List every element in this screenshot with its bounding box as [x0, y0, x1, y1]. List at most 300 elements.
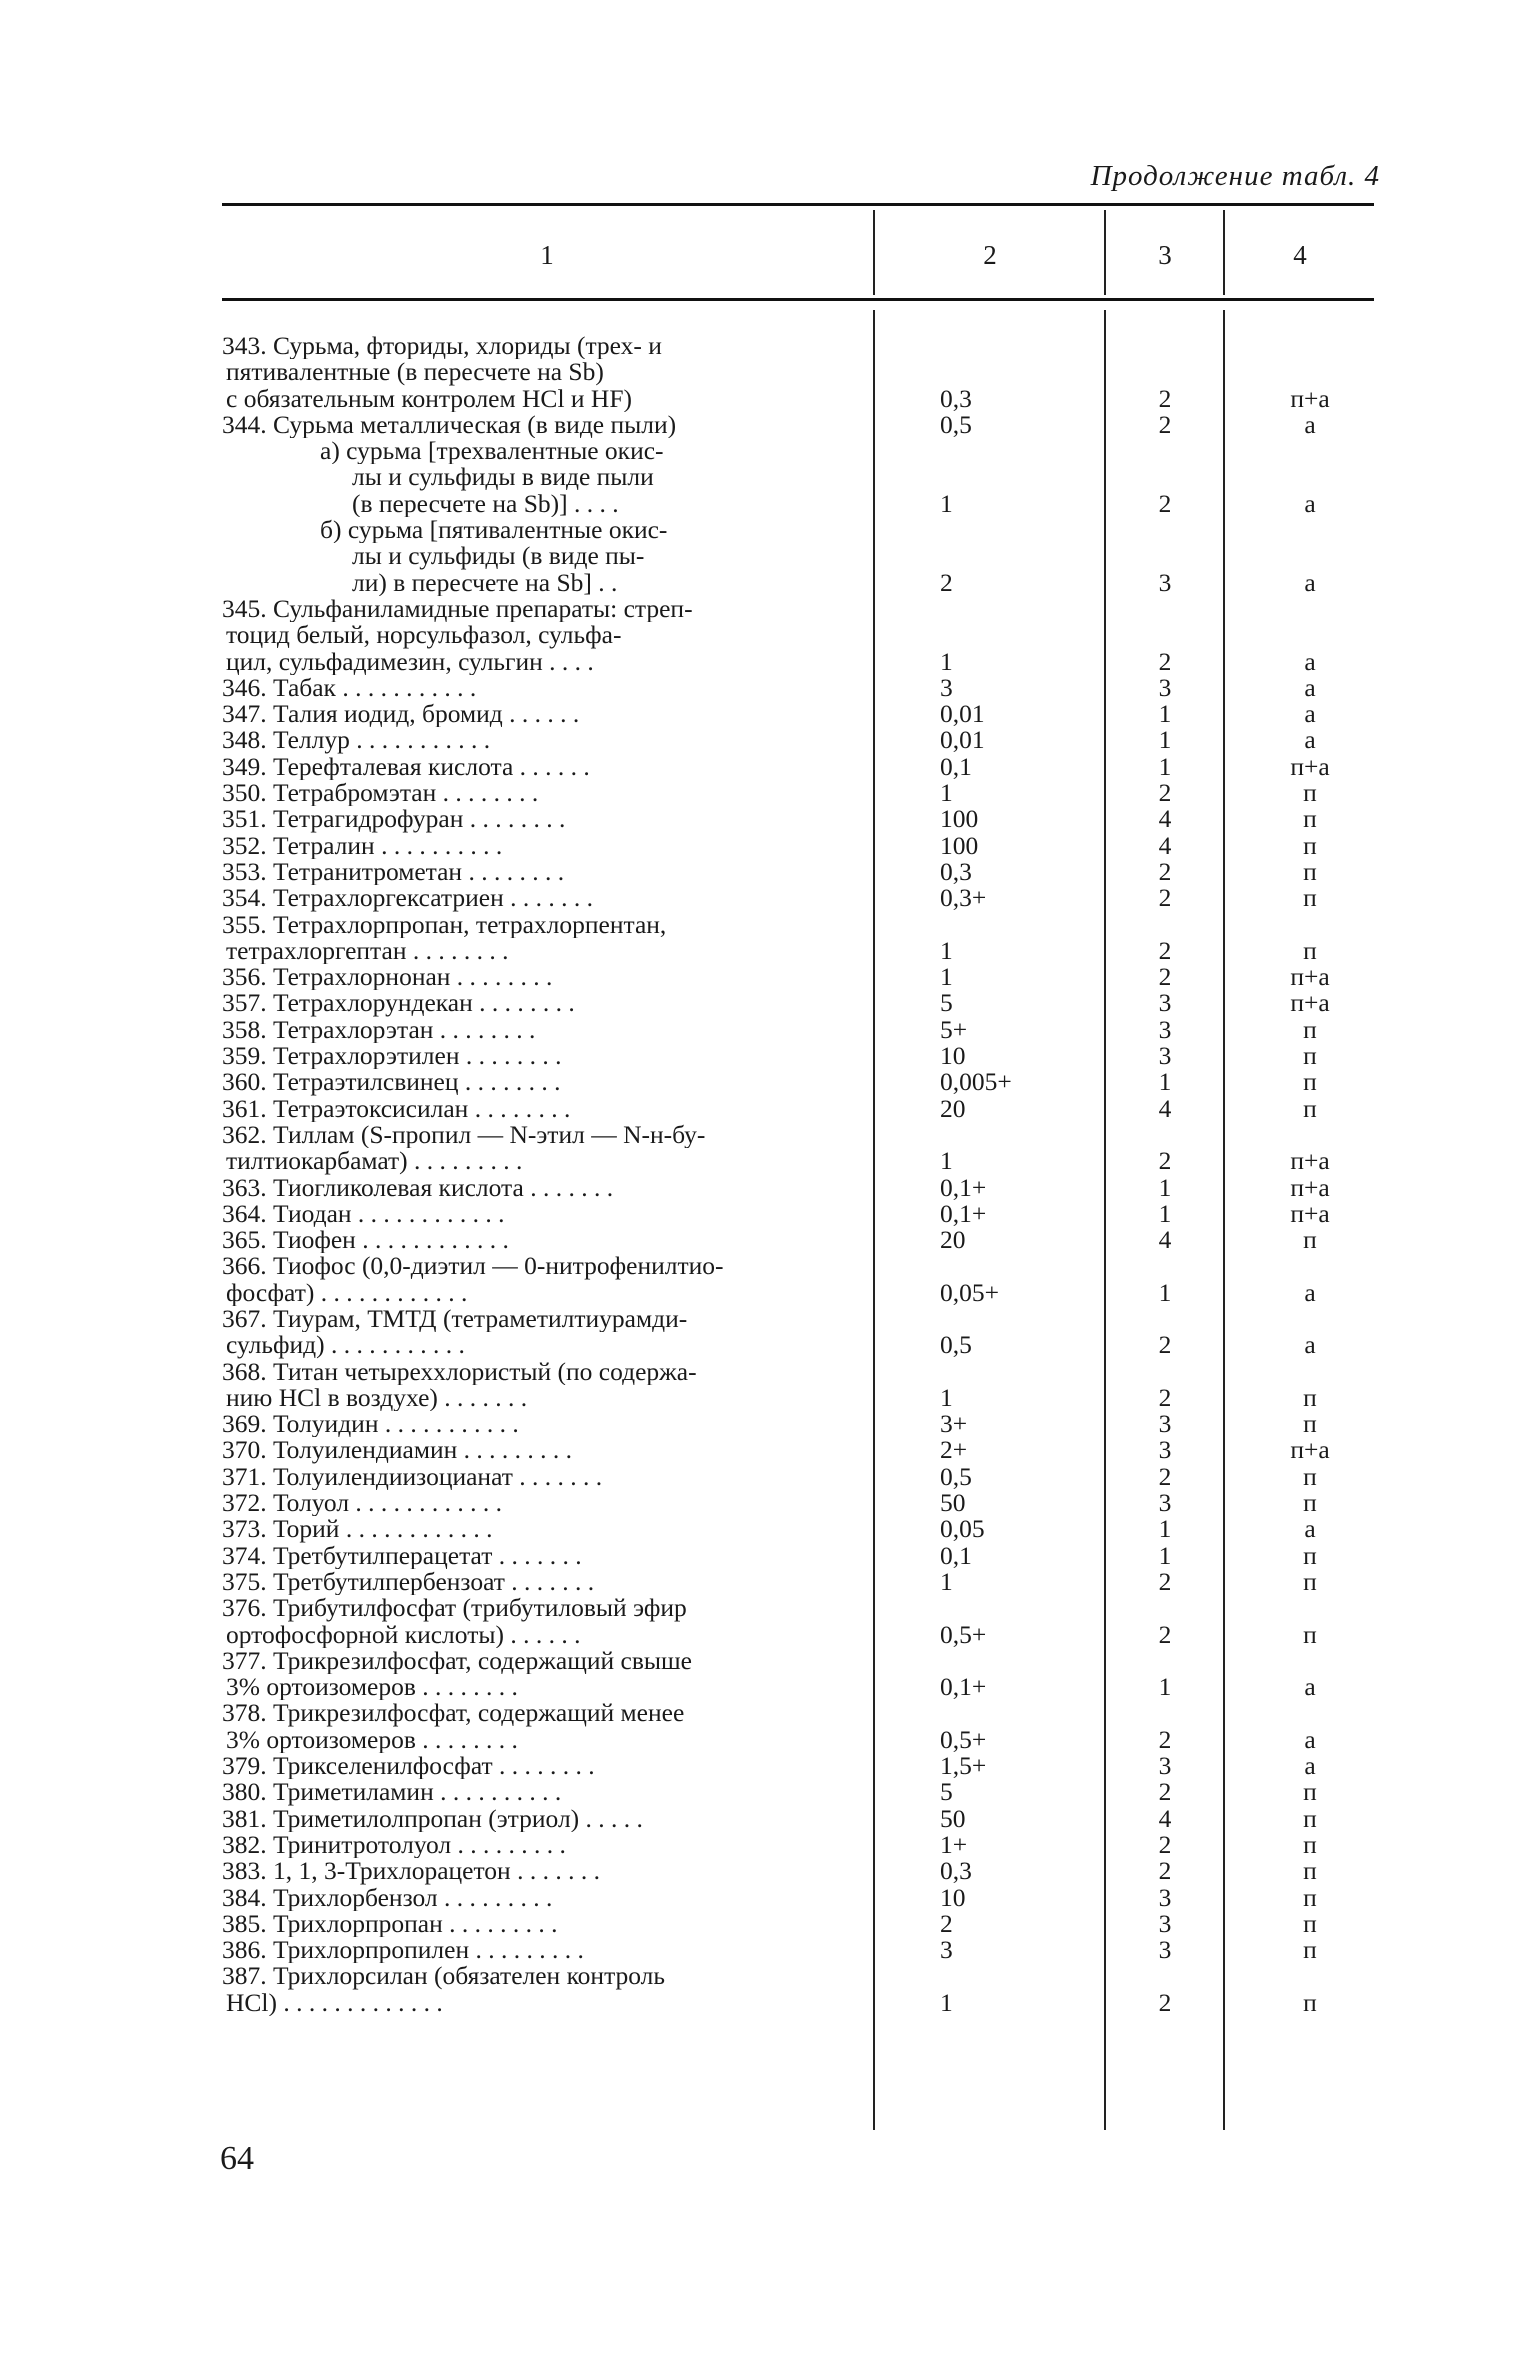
table-row [0, 912, 1536, 965]
substance-line: 373. Торий . . . . . . . . . . . . [222, 1516, 493, 1543]
substance-line: 353. Тетранитрометан . . . . . . . . [222, 858, 565, 886]
hazard-class-cell: 3 [1158, 672, 1172, 702]
substance-line: тетрахлоргептан . . . . . . . . [226, 937, 509, 965]
mac-value-cell: 100 [940, 830, 979, 860]
substance-line: 375. Третбутилпербензоат . . . . . . . [222, 1568, 595, 1596]
hazard-class-cell: 2 [1158, 1330, 1172, 1360]
substance-line: 361. Тетраэтоксисилан . . . . . . . . [222, 1095, 571, 1122]
table-row [0, 1779, 1536, 1805]
substance-line: 363. Тиогликолевая кислота . . . . . . . [222, 1174, 614, 1201]
substance-line: тилтиокарбамат) . . . . . . . . . [226, 1148, 523, 1175]
substance-cell [222, 990, 849, 1016]
substance-cell [222, 1753, 849, 1779]
mac-value-cell: 2+ [940, 1435, 968, 1465]
hazard-class-cell: 3 [1158, 1488, 1172, 1518]
hazard-class-cell: 4 [1158, 830, 1172, 860]
substance-line: фосфат) . . . . . . . . . . . . [226, 1279, 468, 1306]
aggregate-state-cell: п [1303, 1829, 1317, 1859]
substance-line: 350. Тетрабромэтан . . . . . . . . [222, 780, 539, 807]
aggregate-state-cell: п [1303, 1987, 1317, 2017]
mac-value-cell: 0,05 [940, 1514, 985, 1544]
substance-cell [222, 1806, 849, 1832]
table-row [0, 1227, 1536, 1253]
hazard-class-cell: 2 [1158, 646, 1172, 676]
hazard-class-cell: 3 [1158, 1409, 1172, 1439]
mac-value-cell: 100 [940, 804, 979, 834]
substance-line: 385. Трихлорпропан . . . . . . . . . [222, 1910, 558, 1938]
table-row [0, 1043, 1536, 1069]
substance-line: сульфид) . . . . . . . . . . . [226, 1332, 465, 1359]
mac-value-cell: 0,1+ [940, 1172, 987, 1202]
substance-cell [222, 859, 849, 885]
mac-value-cell: 3 [940, 672, 953, 702]
aggregate-state-cell: а [1304, 699, 1316, 729]
mac-value-cell: 50 [940, 1803, 966, 1833]
hazard-class-cell: 2 [1158, 409, 1172, 439]
substance-cell [222, 1937, 849, 1963]
aggregate-state-cell: п [1303, 1856, 1317, 1886]
substance-cell [222, 806, 849, 832]
table-row [0, 438, 1536, 517]
substance-cell [222, 1069, 849, 1095]
mac-value-cell: 0,3 [940, 856, 972, 886]
table-row [0, 1937, 1536, 1963]
substance-cell [222, 1411, 849, 1437]
table-row [0, 1803, 1536, 1833]
mac-value-cell: 0,05+ [940, 1277, 1000, 1307]
aggregate-state-cell: п [1303, 1093, 1317, 1123]
substance-line: 346. Табак . . . . . . . . . . . [222, 674, 477, 702]
hazard-class-cell: 2 [1158, 488, 1172, 518]
substance-cell [222, 1437, 849, 1463]
hazard-class-cell: 2 [1158, 935, 1172, 965]
mac-value-cell: 0,5+ [940, 1724, 987, 1754]
table-row [0, 1908, 1536, 1938]
substance-cell [222, 1175, 849, 1201]
substance-cell [222, 333, 849, 412]
substance-cell [222, 833, 849, 859]
substance-cell [222, 1569, 849, 1595]
substance-line: 354. Тетрахлоргексатриен . . . . . . . [222, 885, 593, 912]
aggregate-state-cell: п+а [1290, 383, 1330, 413]
substance-cell [222, 1516, 849, 1542]
header-bottom-rule [222, 298, 1374, 301]
aggregate-state-cell: п [1303, 1067, 1317, 1097]
substance-line: пятивалентные (в пересчете на Sb) [226, 359, 604, 386]
mac-value-cell: 1 [940, 1566, 953, 1596]
aggregate-state-cell: а [1304, 725, 1316, 755]
substance-line: лы и сульфиды в виде пыли [352, 464, 654, 491]
aggregate-state-cell: а [1304, 1751, 1316, 1781]
substance-line: 358. Тетрахлорэтан . . . . . . . . [222, 1016, 536, 1044]
substance-line: 365. Тиофен . . . . . . . . . . . . [222, 1227, 509, 1254]
aggregate-state-cell: п [1303, 778, 1317, 808]
substance-line: 355. Тетрахлорпропан, тетрахлорпентан, [222, 911, 667, 938]
substance-line: с обязательным контролем HCl и HF) [226, 385, 633, 412]
substance-line: 372. Толуол . . . . . . . . . . . . [222, 1490, 503, 1517]
aggregate-state-cell: п [1303, 1908, 1317, 1938]
substance-line: цил, сульфадимезин, сульгин . . . . [226, 648, 594, 675]
hazard-class-cell: 2 [1158, 1619, 1172, 1649]
aggregate-state-cell: п+а [1290, 1146, 1330, 1176]
substance-cell [222, 1490, 849, 1516]
mac-value-cell: 1 [940, 1987, 953, 2017]
table-row [0, 751, 1536, 781]
page-number: 64 [220, 2140, 254, 2177]
table-row [0, 1172, 1536, 1202]
mac-value-cell: 20 [940, 1093, 966, 1123]
table-row [0, 1963, 1536, 2016]
substance-line: 374. Третбутилперацетат . . . . . . . [222, 1542, 582, 1569]
mac-value-cell: 5 [940, 1777, 953, 1807]
aggregate-state-cell: п [1303, 1382, 1317, 1412]
aggregate-state-cell: п [1303, 804, 1317, 834]
aggregate-state-cell: п [1303, 1803, 1317, 1833]
hazard-class-cell: 2 [1158, 1856, 1172, 1886]
aggregate-state-cell: п [1303, 1461, 1317, 1491]
aggregate-state-cell: п [1303, 1014, 1317, 1044]
substance-cell [222, 727, 849, 753]
hazard-class-cell: 1 [1158, 1198, 1172, 1228]
aggregate-state-cell: п [1303, 1540, 1317, 1570]
aggregate-state-cell: п [1303, 883, 1317, 913]
header-top-rule [222, 203, 1374, 206]
substance-cell [222, 1122, 849, 1175]
mac-value-cell: 10 [940, 1882, 966, 1912]
table-row [0, 727, 1536, 753]
hazard-class-cell: 3 [1158, 1041, 1172, 1071]
hazard-class-cell: 1 [1158, 1672, 1172, 1702]
hazard-class-cell: 3 [1158, 1882, 1172, 1912]
column-header-2: 2 [983, 240, 997, 270]
substance-cell [222, 1306, 849, 1359]
substance-cell [222, 438, 849, 517]
substance-line: 383. 1, 1, 3-Трихлорацетон . . . . . . . [222, 1858, 600, 1885]
hazard-class-cell: 4 [1158, 1225, 1172, 1255]
substance-line: 352. Тетралин . . . . . . . . . . [222, 832, 503, 859]
hazard-class-cell: 3 [1158, 567, 1172, 597]
column-divider [1223, 210, 1225, 295]
table-row [0, 1829, 1536, 1859]
substance-cell [222, 1648, 849, 1701]
substance-line: 381. Триметилолпропан (этриол) . . . . . [222, 1805, 643, 1832]
mac-value-cell: 0,3 [940, 1856, 972, 1886]
mac-value-cell: 1 [940, 1382, 953, 1412]
column-header-3: 3 [1158, 240, 1172, 270]
substance-line: 345. Сульфаниламидные препараты: стреп- [222, 595, 693, 623]
table-row [0, 1540, 1536, 1570]
table-row [0, 596, 1536, 675]
aggregate-state-cell: а [1304, 567, 1316, 597]
substance-cell [222, 1201, 849, 1227]
mac-value-cell: 1 [940, 778, 953, 808]
aggregate-state-cell: п [1303, 1619, 1317, 1649]
substance-line: б) сурьма [пятивалентные окис- [320, 517, 668, 544]
hazard-class-cell: 3 [1158, 1935, 1172, 1965]
substance-cell [222, 1885, 849, 1911]
hazard-class-cell: 2 [1158, 383, 1172, 413]
aggregate-state-cell: а [1304, 1672, 1316, 1702]
hazard-class-cell: 4 [1158, 804, 1172, 834]
aggregate-state-cell: п+а [1290, 1198, 1330, 1228]
substance-cell [222, 780, 849, 806]
table-row [0, 885, 1536, 911]
aggregate-state-cell: п [1303, 1041, 1317, 1071]
substance-cell [222, 596, 849, 675]
hazard-class-cell: 1 [1158, 751, 1172, 781]
mac-value-cell: 3+ [940, 1409, 968, 1439]
mac-value-cell: 20 [940, 1225, 966, 1255]
aggregate-state-cell: п+а [1290, 962, 1330, 992]
table-row [0, 1566, 1536, 1596]
hazard-class-cell: 3 [1158, 1908, 1172, 1938]
substance-line: нию HCl в воздухе) . . . . . . . [226, 1384, 528, 1412]
hazard-class-cell: 1 [1158, 1277, 1172, 1307]
hazard-class-cell: 3 [1158, 1435, 1172, 1465]
table-row [0, 1253, 1536, 1306]
table-row [0, 1437, 1536, 1463]
hazard-class-cell: 2 [1158, 1724, 1172, 1754]
substance-line: 3% ортоизомеров . . . . . . . . [226, 1674, 518, 1701]
substance-line: а) сурьма [трехвалентные окис- [320, 438, 664, 465]
substance-cell [222, 885, 849, 911]
aggregate-state-cell: п [1303, 856, 1317, 886]
mac-value-cell: 1 [940, 1146, 953, 1176]
hazard-class-cell: 2 [1158, 1777, 1172, 1807]
mac-value-cell: 2 [940, 567, 953, 597]
mac-value-cell: 5 [940, 988, 953, 1018]
table-row [0, 1069, 1536, 1095]
hazard-class-cell: 3 [1158, 1014, 1172, 1044]
substance-line: 359. Тетрахлорэтилен . . . . . . . . [222, 1043, 562, 1070]
substance-cell [222, 517, 849, 596]
table-row [0, 1516, 1536, 1542]
aggregate-state-cell: п [1303, 830, 1317, 860]
mac-value-cell: 0,01 [940, 725, 985, 755]
table-row [0, 1014, 1536, 1044]
aggregate-state-cell: п [1303, 1488, 1317, 1518]
table-row [0, 333, 1536, 412]
aggregate-state-cell: п [1303, 1409, 1317, 1439]
substance-line: 360. Тетраэтилсвинец . . . . . . . . [222, 1069, 561, 1096]
substance-line: 3% ортоизомеров . . . . . . . . [226, 1726, 518, 1754]
substance-line: 347. Талия иодид, бромид . . . . . . [222, 701, 580, 728]
mac-value-cell: 2 [940, 1908, 953, 1938]
substance-line: 367. Тиурам, ТМТД (тетраметилтиурамди- [222, 1305, 688, 1333]
mac-value-cell: 0,5 [940, 1330, 972, 1360]
table-row [0, 1411, 1536, 1437]
aggregate-state-cell: п [1303, 1225, 1317, 1255]
mac-value-cell: 0,5 [940, 409, 972, 439]
mac-value-cell: 1 [940, 646, 953, 676]
substance-line: 351. Тетрагидрофуран . . . . . . . . [222, 806, 566, 833]
mac-value-cell: 50 [940, 1488, 966, 1518]
substance-line: 369. Толуидин . . . . . . . . . . . [222, 1411, 519, 1438]
mac-value-cell: 1+ [940, 1829, 968, 1859]
mac-value-cell: 1 [940, 488, 953, 518]
hazard-class-cell: 2 [1158, 856, 1172, 886]
aggregate-state-cell: п+а [1290, 1172, 1330, 1202]
column-divider [873, 210, 875, 295]
hazard-class-cell: 1 [1158, 1172, 1172, 1202]
substance-line: 348. Теллур . . . . . . . . . . . [222, 727, 491, 754]
substance-line: 380. Триметиламин . . . . . . . . . . [222, 1779, 562, 1806]
table-row [0, 1198, 1536, 1228]
table-row [0, 990, 1536, 1016]
mac-value-cell: 1,5+ [940, 1751, 987, 1781]
table-row [0, 806, 1536, 832]
mac-value-cell: 5+ [940, 1014, 968, 1044]
substance-line: 362. Тиллам (S-пропил — N-этил — N-н-бу- [222, 1121, 706, 1149]
substance-cell [222, 754, 849, 780]
hazard-class-cell: 3 [1158, 988, 1172, 1018]
hazard-class-cell: 2 [1158, 1382, 1172, 1412]
hazard-class-cell: 2 [1158, 1987, 1172, 2017]
substance-line: 371. Толуилендиизоцианат . . . . . . . [222, 1463, 603, 1491]
substance-line: 364. Тиодан . . . . . . . . . . . . [222, 1200, 505, 1228]
table-row [0, 1595, 1536, 1648]
aggregate-state-cell: п [1303, 1566, 1317, 1596]
substance-cell [222, 1253, 849, 1306]
substance-line: 370. Толуилендиамин . . . . . . . . . [222, 1437, 573, 1464]
hazard-class-cell: 1 [1158, 1514, 1172, 1544]
table-row [0, 1858, 1536, 1884]
aggregate-state-cell: п+а [1290, 751, 1330, 781]
table-row [0, 1306, 1536, 1359]
table-row [0, 780, 1536, 806]
substance-line: 379. Трикселенилфосфат . . . . . . . . [222, 1753, 595, 1780]
table-row [0, 672, 1536, 702]
substance-line: 368. Титан четыреххлористый (по содержа- [222, 1358, 697, 1385]
substance-cell [222, 1595, 849, 1648]
mac-value-cell: 3 [940, 1935, 953, 1965]
table-row [0, 830, 1536, 860]
substance-cell [222, 412, 849, 438]
substance-line: HCl) . . . . . . . . . . . . . [226, 1989, 443, 2016]
substance-line: 377. Трикрезилфосфат, содержащий свыше [222, 1647, 692, 1675]
substance-cell [222, 1963, 849, 2016]
mac-value-cell: 0,1+ [940, 1198, 987, 1228]
substance-cell [222, 1858, 849, 1884]
table-row [0, 1648, 1536, 1701]
substance-line: 357. Тетрахлорундекан . . . . . . . . [222, 990, 575, 1017]
substance-line: 384. Трихлорбензол . . . . . . . . . [222, 1884, 553, 1911]
substance-line: лы и сульфиды (в виде пы- [352, 543, 645, 570]
substance-line: (в пересчете на Sb)] . . . . [352, 490, 619, 518]
substance-line: 376. Трибутилфосфат (трибутиловый эфир [222, 1595, 687, 1622]
aggregate-state-cell: а [1304, 1277, 1316, 1307]
substance-cell [222, 1832, 849, 1858]
table-row [0, 856, 1536, 886]
column-header-1: 1 [540, 240, 554, 270]
table-row [0, 1753, 1536, 1779]
substance-line: 387. Трихлорсилан (обязателен контроль [222, 1963, 666, 1990]
aggregate-state-cell: п [1303, 1777, 1317, 1807]
hazard-class-cell: 2 [1158, 1829, 1172, 1859]
substance-line: 366. Тиофос (0,0-диэтил — 0-нитрофенилтио- [222, 1253, 724, 1280]
substance-cell [222, 1779, 849, 1805]
substance-cell [222, 701, 849, 727]
substance-line: 386. Трихлорпропилен . . . . . . . . . [222, 1937, 584, 1964]
aggregate-state-cell: п [1303, 1882, 1317, 1912]
substance-cell [222, 1464, 849, 1490]
hazard-class-cell: 2 [1158, 1566, 1172, 1596]
hazard-class-cell: 2 [1158, 883, 1172, 913]
aggregate-state-cell: а [1304, 672, 1316, 702]
mac-value-cell: 0,005+ [940, 1067, 1012, 1097]
hazard-class-cell: 2 [1158, 778, 1172, 808]
column-header-4: 4 [1293, 240, 1307, 270]
hazard-class-cell: 1 [1158, 699, 1172, 729]
substance-line: ли) в пересчете на Sb] . . [352, 569, 618, 596]
aggregate-state-cell: а [1304, 488, 1316, 518]
hazard-class-cell: 2 [1158, 1461, 1172, 1491]
table-row [0, 1461, 1536, 1491]
mac-value-cell: 0,3+ [940, 883, 987, 913]
substance-line: тоцид белый, норсульфазол, сульфа- [226, 622, 622, 649]
substance-cell [222, 1017, 849, 1043]
hazard-class-cell: 1 [1158, 1540, 1172, 1570]
aggregate-state-cell: а [1304, 1514, 1316, 1544]
substance-line: 349. Терефталевая кислота . . . . . . [222, 753, 590, 781]
table-body [0, 333, 1536, 2016]
mac-value-cell: 1 [940, 962, 953, 992]
substance-cell [222, 1911, 849, 1937]
hazard-class-cell: 4 [1158, 1803, 1172, 1833]
mac-value-cell: 0,1 [940, 751, 972, 781]
mac-value-cell: 0,01 [940, 699, 985, 729]
substance-line: 343. Сурьма, фториды, хлориды (трех- и [222, 333, 662, 360]
table-row [0, 1490, 1536, 1516]
mac-value-cell: 0,5+ [940, 1619, 987, 1649]
substance-cell [222, 1543, 849, 1569]
substance-line: 356. Тетрахлорнонан . . . . . . . . [222, 964, 553, 991]
aggregate-state-cell: п [1303, 935, 1317, 965]
aggregate-state-cell: п+а [1290, 988, 1330, 1018]
substance-cell [222, 912, 849, 965]
substance-line: ортофосфорной кислоты) . . . . . . [226, 1621, 581, 1648]
mac-value-cell: 0,1+ [940, 1672, 987, 1702]
substance-cell [222, 675, 849, 701]
column-divider [1104, 210, 1106, 295]
substance-line: 344. Сурьма металлическая (в виде пыли) [222, 411, 677, 439]
table-row [0, 1882, 1536, 1912]
hazard-class-cell: 4 [1158, 1093, 1172, 1123]
hazard-class-cell: 2 [1158, 1146, 1172, 1176]
substance-cell [222, 1096, 849, 1122]
table-row [0, 1093, 1536, 1123]
substance-line: 382. Тринитротолуол . . . . . . . . . [222, 1831, 566, 1859]
mac-value-cell: 0,1 [940, 1540, 972, 1570]
table-caption: Продолжение табл. 4 [1090, 160, 1380, 192]
aggregate-state-cell: п [1303, 1935, 1317, 1965]
substance-cell [222, 1227, 849, 1253]
mac-value-cell: 0,3 [940, 383, 972, 413]
substance-cell [222, 1700, 849, 1753]
table-row [0, 1359, 1536, 1412]
aggregate-state-cell: а [1304, 1724, 1316, 1754]
mac-value-cell: 1 [940, 935, 953, 965]
table-row [0, 701, 1536, 727]
substance-line: 378. Трикрезилфосфат, содержащий менее [222, 1700, 685, 1727]
table-row [0, 517, 1536, 596]
hazard-class-cell: 2 [1158, 962, 1172, 992]
table-row [0, 1122, 1536, 1175]
aggregate-state-cell: а [1304, 646, 1316, 676]
table-row [0, 964, 1536, 990]
aggregate-state-cell: а [1304, 409, 1316, 439]
hazard-class-cell: 3 [1158, 1751, 1172, 1781]
